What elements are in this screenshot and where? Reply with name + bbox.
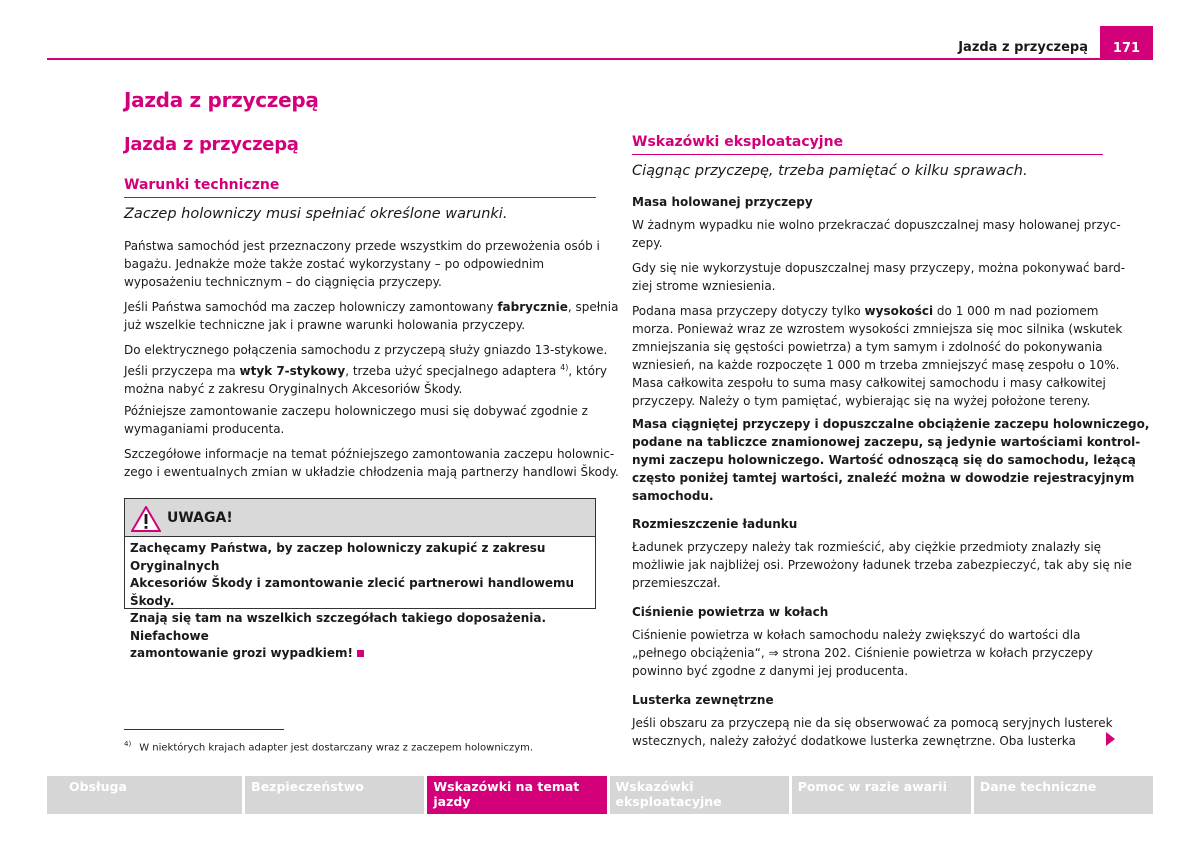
intro-warunki: Zaczep holowniczy musi spełniać określone warunki. [124, 206, 508, 222]
warning-line: Znają się tam na wszelkich szczegółach takiego doposażenia. Niefachowe [130, 611, 547, 643]
chapter-title: Jazda z przyczepą [124, 88, 319, 112]
lusterka-line: Jeśli obszaru za przyczepą nie da się obserwować za pomocą seryjnych lusterek [632, 716, 1113, 730]
masa-p3-text-a: Podana masa przyczepy dotyczy tylko [632, 304, 865, 318]
masa-p2-line: Gdy się nie wykorzystuje dopuszczalnej masy przyczepy, można pokonywać bard- [632, 261, 1126, 275]
p4-line: wymaganiami producenta. [124, 422, 285, 436]
footnote-mark: 4) [124, 740, 132, 748]
warning-line: Akcesoriów Škody i zamontowanie zlecić partnerowi handlowemu Škody. [130, 576, 575, 608]
p2-text-a: Jeśli Państwa samochód ma zaczep holowniczy zamontowany [124, 300, 498, 314]
masa-p2-line: ziej strome wzniesienia. [632, 279, 776, 293]
nav-tab-bezpieczenstwo[interactable]: Bezpieczeństwo [245, 776, 424, 814]
masa-p4-line: podane na tabliczce znamionowej zaczepu, są jedynie wartościami kontrol- [632, 435, 1141, 449]
p2-text-c: , spełnia [567, 300, 619, 314]
intro-wskazowki: Ciągnąc przyczepę, trzeba pamiętać o kilku sprawach. [632, 163, 1028, 179]
p3-bold: wtyk 7-stykowy [239, 364, 346, 378]
nav-tab-wskazowki-jazdy[interactable]: Wskazówki na temat jazdy [427, 776, 606, 814]
paragraph-1-line: bagażu. Jednakże może także zostać wykorzystany – po odpowiednim [124, 257, 545, 271]
masa-p3-line: zmniejszania się gęstości powietrza) a tym samym i zdolność do pokonywania [632, 340, 1103, 354]
running-header-title: Jazda z przyczepą [958, 40, 1088, 55]
cisnienie-line: powinno być zgodne z danymi jej producenta. [632, 664, 909, 678]
paragraph-1-line: wyposażeniu technicznym – do ciągnięcia przyczepy. [124, 275, 442, 289]
subhead-cisnienie: Ciśnienie powietrza w kołach [632, 605, 829, 619]
warning-line: zamontowanie grozi wypadkiem! [130, 646, 353, 660]
masa-p4-line: samochodu. [632, 489, 714, 503]
lusterka-line: wstecznych, należy założyć dodatkowe lusterka zewnętrzne. Oba lusterka [632, 734, 1076, 748]
p3-text-c: , trzeba użyć specjalnego adaptera [345, 364, 561, 378]
masa-p3-line: przyczepy. Należy o tym pamiętać, wybierając się na wyżej położone tereny. [632, 394, 1091, 408]
warning-text [125, 537, 595, 663]
nav-tab-dane-techniczne[interactable]: Dane techniczne [974, 776, 1153, 814]
paragraph-1 [124, 237, 600, 291]
warning-header [125, 499, 595, 537]
masa-paragraph-4 [632, 415, 1149, 505]
p5-line: Szczegółowe informacje na temat późniejszego zamontowania zaczepu holownic- [124, 447, 615, 461]
ladunek-line: przemieszczał. [632, 576, 721, 590]
subsection-title-warunki: Warunki techniczne [124, 177, 280, 193]
subsection-title-wskazowki: Wskazówki eksploatacyjne [632, 134, 844, 150]
nav-tab-pomoc-awarii[interactable]: Pomoc w razie awarii [792, 776, 971, 814]
subsection-rule-right [632, 154, 1103, 155]
p2-line2: już wszelkie techniczne jak i prawne warunki holowania przyczepy. [124, 318, 526, 332]
warning-box [124, 498, 596, 660]
masa-p4-line: Masa ciągniętej przyczepy i dopuszczalne obciążenie zaczepu holowniczego, [632, 417, 1150, 431]
masa-p1-line: zepy. [632, 236, 663, 250]
warning-label: UWAGA! [167, 510, 233, 526]
footnote-rule [124, 729, 284, 730]
masa-p4-line: często poniżej tamtej wartości, znaleźć można w dowodzie rejestracyjnym [632, 471, 1135, 485]
subsection-rule-left [124, 197, 596, 198]
footnote-text: W niektórych krajach adapter jest dostarczany wraz z zaczepem holowniczym. [139, 742, 534, 754]
footnote [124, 740, 533, 753]
masa-p3-line: Masa całkowita zespołu to suma masy całkowitej samochodu i masy całkowitej [632, 376, 1106, 390]
section-title: Jazda z przyczepą [124, 134, 299, 155]
p3-text-d: , który [568, 364, 607, 378]
subhead-lusterka: Lusterka zewnętrzne [632, 693, 774, 707]
paragraph-4 [124, 402, 588, 438]
cisnienie-paragraph [632, 626, 1093, 680]
masa-p3-line: wzniesień, na każde rozpoczęte 1 000 m trzeba zmniejszyć masę zespołu o 10%. [632, 358, 1120, 372]
p5-line: zego i ewentualnych zmian w układzie chłodzenia mają partnerzy handlowi Škody. [124, 465, 619, 479]
page-number: 171 [1100, 26, 1153, 60]
masa-p3-line: morza. Ponieważ wraz ze wzrostem wysokości zmniejsza się moc silnika (wskutek [632, 322, 1123, 336]
bottom-navigation [47, 776, 1153, 814]
footnote-ref[interactable]: 4) [560, 363, 569, 372]
warning-line: Zachęcamy Państwa, by zaczep holowniczy zakupić z zakresu Oryginalnych [130, 541, 546, 573]
warning-triangle-icon [131, 506, 161, 532]
lusterka-paragraph [632, 714, 1113, 750]
paragraph-5 [124, 445, 619, 481]
cisnienie-line[interactable]: „pełnego obciążenia“, ⇒ strona 202. Ciśnienie powietrza w kołach przyczepy [632, 646, 1093, 660]
paragraph-1-line: Państwa samochód jest przeznaczony przede wszystkim do przewożenia osób i [124, 239, 600, 253]
paragraph-3 [124, 341, 607, 398]
ladunek-paragraph [632, 538, 1132, 592]
ladunek-line: Ładunek przyczepy należy tak rozmieścić, aby ciężkie przedmioty znalazły się [632, 540, 1102, 554]
masa-p3-bold: wysokości [864, 304, 934, 318]
masa-p1-line: W żadnym wypadku nie wolno przekraczać dopuszczalnej masy holowanej przyc- [632, 218, 1121, 232]
subhead-masa: Masa holowanej przyczepy [632, 195, 813, 209]
ladunek-line: możliwie jak najbliżej osi. Przewożony ładunek trzeba zabezpieczyć, tak aby się nie [632, 558, 1132, 572]
cisnienie-line: Ciśnienie powietrza w kołach samochodu należy zwiększyć do wartości dla [632, 628, 1081, 642]
subhead-ladunek: Rozmieszczenie ładunku [632, 517, 798, 531]
masa-p4-line: nymi zaczepu holowniczego. Wartość odnoszącą się do samochodu, leżącą [632, 453, 1136, 467]
masa-paragraph-1 [632, 216, 1121, 252]
masa-p3-text-c: do 1 000 m nad poziomem [933, 304, 1099, 318]
p3-line3: można nabyć z zakresu Oryginalnych Akcesoriów Škody. [124, 382, 463, 396]
nav-tab-obsluga[interactable]: Obsługa [47, 776, 242, 814]
nav-tab-wskazowki-eksploatacyjne[interactable]: Wskazówki eksploatacyjne [610, 776, 789, 814]
p3-line1: Do elektrycznego połączenia samochodu z przyczepą służy gniazdo 13-stykowe. [124, 343, 608, 357]
next-page-arrow-icon[interactable] [1106, 732, 1115, 746]
paragraph-2 [124, 298, 618, 334]
masa-paragraph-3 [632, 302, 1122, 410]
end-of-section-marker [357, 650, 364, 657]
masa-paragraph-2 [632, 259, 1125, 295]
p3-text-a: Jeśli przyczepa ma [124, 364, 240, 378]
header-rule [47, 58, 1153, 60]
p2-bold: fabrycznie [497, 300, 568, 314]
p4-line: Późniejsze zamontowanie zaczepu holowniczego musi się dobywać zgodnie z [124, 404, 588, 418]
